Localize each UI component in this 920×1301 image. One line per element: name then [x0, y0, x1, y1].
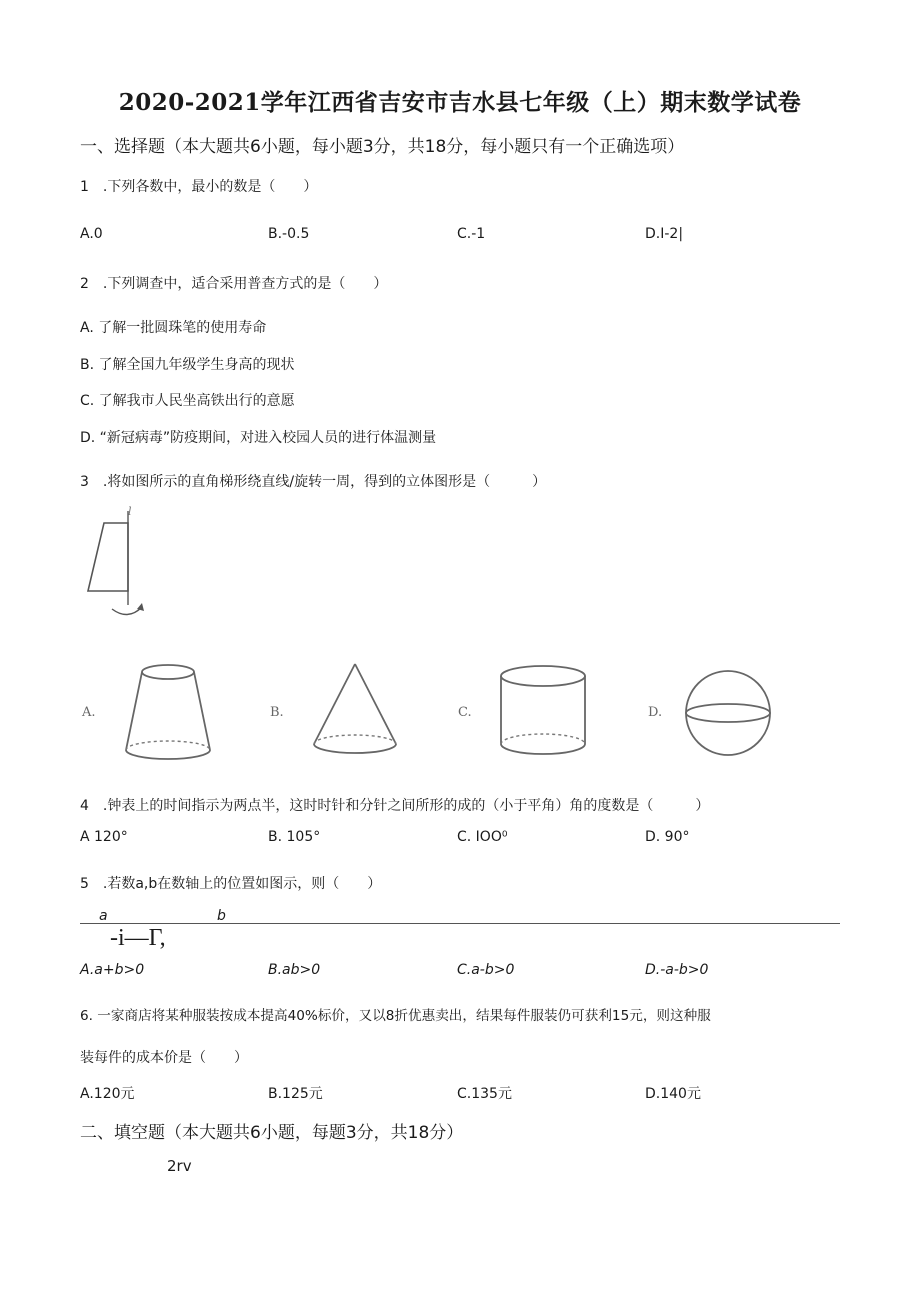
question-6-option-c: C.135元: [457, 1086, 512, 1102]
question-4-stem: 4 .钟表上的时间指示为两点半，这时时针和分针之间所形的成的（小于平角）角的度数是（ ）: [80, 798, 710, 814]
question-3-stem: 3 .将如图所示的直角梯形绕直线/旋转一周，得到的立体图形是（ ）: [80, 474, 547, 490]
number-line-label-a: a: [99, 908, 108, 924]
figure-label-c: C.: [458, 705, 472, 720]
question-5-option-a: A.a+b>0: [80, 962, 145, 978]
section-2-heading: 二、填空题（本大题共6小题，每题3分，共18分）: [80, 1123, 464, 1143]
question-2-stem: 2 .下列调查中，适合采用普查方式的是（ ）: [80, 276, 388, 292]
question-2-option-d: D. “新冠病毒”防疫期间，对进入校园人员的进行体温测量: [80, 430, 437, 446]
figure-label-d: D.: [648, 705, 663, 720]
page-title: 2020-2021学年江西省吉安市吉水县七年级（上）期末数学试卷: [118, 89, 802, 116]
question-5-option-b: B.ab>0: [268, 962, 321, 978]
question-6-stem-line-2: 装每件的成本价是（ ）: [80, 1050, 248, 1066]
figure-label-a: A.: [82, 705, 96, 720]
question-2-option-c: C. 了解我市人民坐高铁出行的意愿: [80, 393, 295, 409]
question-4-option-b: B. 105°: [268, 829, 321, 845]
cone-figure: [310, 660, 400, 760]
figure-label-b: B.: [270, 705, 284, 720]
number-line-ticks-text: -i—Γ,: [110, 925, 166, 951]
question-5-option-d: D.-a-b>0: [645, 962, 709, 978]
frustum-figure: [118, 658, 218, 768]
question-2-option-b: B. 了解全国九年级学生身高的现状: [80, 357, 295, 373]
question-4-option-d: D. 90°: [645, 829, 690, 845]
question-4-option-c: C. IOO⁰: [457, 829, 508, 845]
question-4-option-a: A 120°: [80, 829, 128, 845]
question-5-option-c: C.a-b>0: [457, 962, 515, 978]
number-line-label-b: b: [217, 908, 226, 924]
question-1-option-b: B.-0.5: [268, 226, 310, 242]
section-1-heading: 一、选择题（本大题共6小题，每小题3分，共18分，每小题只有一个正确选项）: [80, 137, 685, 157]
fill-in-fragment: 2rv: [167, 1157, 192, 1175]
question-2-option-a: A. 了解一批圆珠笔的使用寿命: [80, 320, 267, 336]
trapezoid-rotation-figure: [80, 505, 150, 625]
question-1-option-d: D.I-2|: [645, 226, 684, 242]
question-6-option-b: B.125元: [268, 1086, 323, 1102]
question-5-stem: 5 .若数a,b在数轴上的位置如图示，则（ ）: [80, 876, 382, 892]
question-6-option-d: D.140元: [645, 1086, 701, 1102]
number-line: [80, 923, 840, 924]
axis-label-l: l: [128, 505, 132, 518]
sphere-figure: [683, 666, 773, 760]
question-6-option-a: A.120元: [80, 1086, 135, 1102]
cylinder-figure: [496, 660, 591, 770]
question-6-stem-line-1: 6. 一家商店将某种服装按成本提高40%标价，又以8折优惠卖出，结果每件服装仍可获利15元，则这种服: [80, 1008, 711, 1024]
question-1-stem: 1 .下列各数中，最小的数是（ ）: [80, 179, 318, 195]
question-1-option-c: C.-1: [457, 226, 486, 242]
question-1-option-a: A.0: [80, 226, 103, 242]
